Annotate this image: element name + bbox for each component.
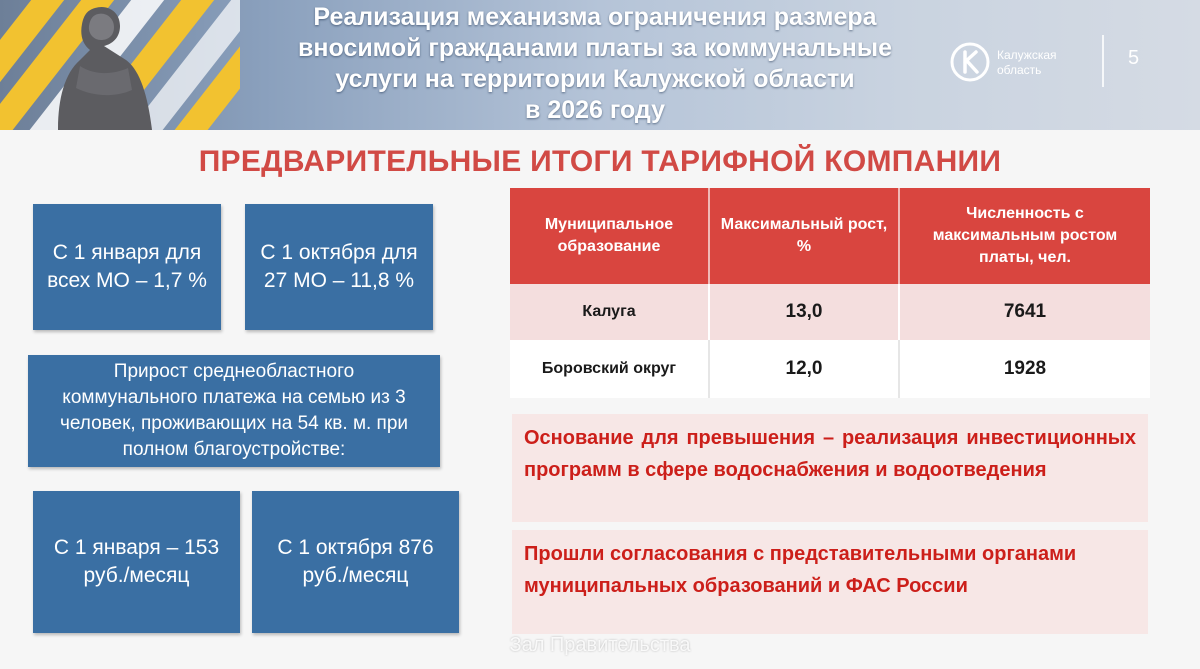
- slide-title-line-4: в 2026 году: [525, 96, 665, 124]
- table-cell: Боровский округ: [510, 340, 710, 398]
- box-jan-all-mo-text: С 1 января для всех МО – 1,7 %: [47, 241, 207, 292]
- box-oct-27-mo-text: С 1 октября для 27 МО – 11,8 %: [260, 241, 418, 292]
- box-jan-payment: [33, 491, 240, 633]
- slide-title-line-1: Реализация механизма ограничения размера: [313, 3, 877, 31]
- note-approval: [512, 530, 1148, 634]
- table-header-row: [510, 188, 1150, 284]
- box-growth-description: [28, 355, 440, 467]
- note-basis-text: Основание для превышения – реализация инвестиционных программ в сфере водоснабжения и водоотведения: [524, 427, 1136, 481]
- logo-text: Калужская область: [997, 48, 1057, 77]
- note-approval-text: Прошли согласования с представительными органами муниципальных образований и ФАС России: [524, 543, 1077, 597]
- statue-image: [40, 0, 160, 130]
- slide-title-line-3: услуги на территории Калужской области: [335, 65, 855, 93]
- table-header-cell: Муниципальное образование: [510, 188, 710, 284]
- table-cell: 13,0: [710, 284, 900, 340]
- page-number: 5: [1128, 47, 1140, 69]
- note-basis: [512, 414, 1148, 522]
- box-oct-27-mo: [245, 204, 433, 330]
- box-jan-all-mo: [33, 204, 221, 330]
- table-row: [510, 284, 1150, 340]
- table-row: [510, 340, 1150, 398]
- box-oct-payment: [252, 491, 459, 633]
- table-header-cell: Максимальный рост, %: [710, 188, 900, 284]
- broadcast-watermark: Зал Правительства: [509, 634, 691, 656]
- header-divider: [1102, 35, 1104, 87]
- table-cell: 12,0: [710, 340, 900, 398]
- section-title: ПРЕДВАРИТЕЛЬНЫЕ ИТОГИ ТАРИФНОЙ КОМПАНИИ: [198, 145, 1002, 178]
- box-oct-payment-text: С 1 октября 876 руб./месяц: [277, 536, 434, 587]
- box-growth-description-text: Прирост среднеобластного коммунального платежа на семью из 3 человек, проживающих на 54 кв. м. при полном благоустройстве:: [59, 361, 409, 460]
- table-header-cell: Численность с максимальным ростом платы, чел.: [900, 188, 1150, 284]
- table-cell: 1928: [900, 340, 1150, 398]
- table-cell: Калуга: [510, 284, 710, 340]
- slide-title-line-2: вносимой гражданами платы за коммунальные: [298, 34, 892, 62]
- table-cell: 7641: [900, 284, 1150, 340]
- kaluga-region-logo-icon: [950, 42, 990, 82]
- header-banner: [0, 0, 1200, 130]
- slide-title: [255, 2, 935, 126]
- box-jan-payment-text: С 1 января – 153 руб./месяц: [53, 536, 220, 587]
- municipality-table: [510, 188, 1150, 398]
